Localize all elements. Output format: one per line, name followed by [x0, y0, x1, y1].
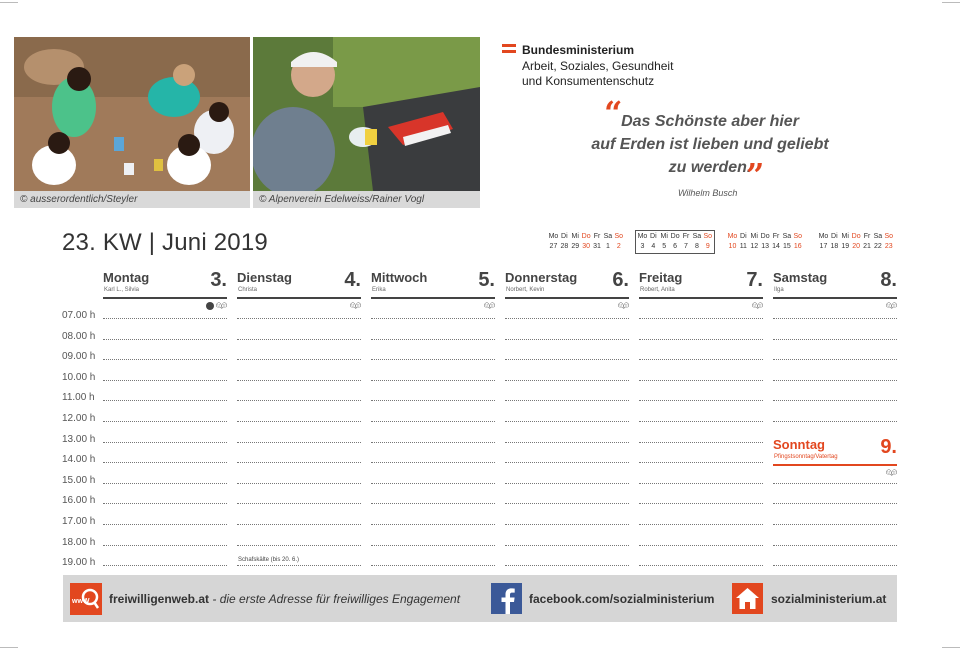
writing-line[interactable] [773, 400, 897, 401]
mini-date: 21 [863, 243, 871, 250]
day-number: 4. [344, 269, 361, 291]
mini-day: Di [740, 233, 747, 240]
quote-line: auf Erden ist lieben und geliebt [591, 136, 829, 153]
writing-line[interactable] [371, 359, 495, 360]
photo-caption-left: © ausserordentlich/Steyler [14, 191, 250, 208]
hour-label: 19.00 h [62, 557, 96, 569]
writing-line[interactable] [639, 442, 763, 443]
crop-mark [0, 647, 18, 648]
writing-line[interactable] [639, 545, 763, 546]
photo-trail-marker [253, 37, 480, 191]
web-site[interactable]: freiwilligenweb.at [109, 592, 210, 606]
writing-line[interactable] [505, 524, 629, 525]
mini-date: 16 [793, 243, 802, 250]
mini-date: 1 [605, 243, 610, 250]
writing-line[interactable] [103, 524, 227, 525]
hour-label: 07.00 h [62, 310, 96, 321]
freiwilligenweb-logo-icon [70, 583, 102, 615]
photo-children [14, 37, 250, 191]
writing-line[interactable] [639, 318, 763, 319]
mini-date: 5 [662, 243, 667, 250]
hour-label: 13.00 h [62, 433, 96, 445]
writing-line[interactable] [237, 400, 361, 401]
writing-line[interactable] [505, 421, 629, 422]
writing-line[interactable] [505, 442, 629, 443]
writing-line[interactable] [639, 462, 763, 463]
mini-date: 2 [616, 243, 621, 250]
writing-line[interactable] [639, 483, 763, 484]
mini-day: Sa [873, 233, 883, 240]
hour-label: 15.00 h [62, 474, 96, 486]
page-title: 23. KW | Juni 2019 [62, 229, 268, 256]
writing-line[interactable] [371, 339, 495, 340]
mini-day: Mi [750, 233, 758, 240]
day-number: 9. [880, 436, 897, 458]
web-tagline: - die erste Adresse für freiwilliges Engagement [209, 592, 461, 606]
writing-line[interactable] [773, 318, 897, 319]
mini-day: Di [650, 233, 657, 240]
quote-open-icon: “ [604, 94, 623, 132]
writing-line[interactable] [371, 442, 495, 443]
writing-line[interactable] [103, 565, 227, 566]
home-link[interactable]: sozialministerium.at [771, 592, 887, 606]
crop-mark [0, 2, 18, 3]
people-icon: 👫︎ [349, 300, 361, 310]
mini-date: 29 [571, 243, 580, 250]
writing-line[interactable] [103, 380, 227, 381]
writing-line[interactable] [371, 421, 495, 422]
ministry-name: Bundesministerium [522, 43, 635, 57]
mini-day: So [703, 233, 713, 240]
day-rule [639, 297, 763, 299]
writing-line[interactable] [103, 318, 227, 319]
facebook-link[interactable]: facebook.com/sozialministerium [529, 592, 715, 606]
day-icons [350, 300, 361, 311]
hour-label: 09.00 h [62, 351, 96, 363]
hour-label: 18.00 h [62, 536, 96, 548]
web-logo-text: wwW [72, 598, 90, 605]
day-name: Samstag [773, 270, 828, 285]
mini-day: Fr [682, 233, 690, 240]
writing-line[interactable] [505, 339, 629, 340]
mini-day: Do [581, 233, 591, 240]
day-rule [103, 297, 227, 299]
mini-date: 3 [640, 243, 645, 250]
day-name: Sonntag [773, 437, 825, 452]
mini-day: Mo [727, 233, 738, 240]
writing-line[interactable] [371, 545, 495, 546]
photo-caption-right: © Alpenverein Edelweiss/Rainer Vogl [253, 191, 480, 208]
day-icons [618, 300, 629, 311]
writing-line[interactable] [773, 380, 897, 381]
writing-line[interactable] [505, 318, 629, 319]
day-icons [484, 300, 495, 311]
mini-day: So [614, 233, 624, 240]
writing-line[interactable] [371, 565, 495, 566]
home-icon[interactable] [732, 583, 763, 614]
writing-line[interactable] [505, 359, 629, 360]
footer-bar [63, 575, 897, 622]
writing-line[interactable] [237, 503, 361, 504]
hour-label: 10.00 h [62, 371, 96, 383]
freiwilligenweb-link[interactable] [109, 592, 460, 606]
writing-line[interactable] [237, 524, 361, 525]
day-rule [237, 297, 361, 299]
mini-date: 30 [582, 243, 591, 250]
writing-line[interactable] [639, 524, 763, 525]
mini-day: Sa [692, 233, 702, 240]
writing-line[interactable] [371, 503, 495, 504]
name-day: Pfingstsonntag/Vatertag [774, 454, 838, 460]
mini-date: 19 [841, 243, 850, 250]
writing-line[interactable] [639, 339, 763, 340]
tuesday-note: Schafskälte (bis 20. 6.) [238, 557, 300, 563]
mini-date: 17 [819, 243, 828, 250]
writing-line[interactable] [371, 380, 495, 381]
writing-line[interactable] [773, 483, 897, 484]
writing-line[interactable] [505, 400, 629, 401]
mini-day: Do [851, 233, 861, 240]
mini-day: Di [831, 233, 838, 240]
people-icon: 👫︎ [885, 467, 897, 477]
mini-date: 11 [739, 243, 747, 250]
writing-line[interactable] [103, 339, 227, 340]
writing-line[interactable] [505, 565, 629, 566]
writing-line[interactable] [639, 359, 763, 360]
ministry-line3: und Konsumentenschutz [522, 74, 655, 88]
mini-date: 14 [772, 243, 780, 250]
mini-date: 31 [593, 243, 601, 250]
day-name: Donnerstag [505, 270, 578, 285]
mini-date: 6 [673, 243, 678, 250]
day-name: Freitag [639, 270, 683, 285]
mini-calendar-may [548, 232, 624, 252]
day-rule [371, 297, 495, 299]
name-day: Erika [372, 287, 386, 293]
mini-day: Mo [637, 233, 648, 240]
writing-line[interactable] [237, 462, 361, 463]
writing-line[interactable] [371, 462, 495, 463]
mini-date: 4 [651, 243, 656, 250]
mini-date: 18 [830, 243, 839, 250]
day-number: 6. [612, 269, 629, 291]
quote-text [570, 110, 850, 179]
day-icons [886, 300, 897, 311]
mini-day: Mo [548, 233, 559, 240]
writing-line[interactable] [639, 421, 763, 422]
name-day: Norbert, Kevin [506, 287, 545, 293]
writing-line[interactable] [103, 442, 227, 443]
writing-line[interactable] [237, 483, 361, 484]
writing-line[interactable] [773, 524, 897, 525]
writing-line[interactable] [237, 442, 361, 443]
quote-author: Wilhelm Busch [678, 188, 738, 198]
mini-day: Fr [593, 233, 601, 240]
writing-line[interactable] [773, 565, 897, 566]
mini-date: 28 [560, 243, 569, 250]
day-icons [886, 467, 897, 478]
mini-date: 15 [783, 243, 791, 250]
mini-day: Di [561, 233, 568, 240]
new-moon-icon [206, 302, 214, 310]
quote-line: Das Schönste aber hier [621, 113, 799, 130]
hour-label: 11.00 h [62, 392, 95, 404]
people-icon: 👫︎ [617, 300, 629, 310]
crop-mark [942, 2, 960, 3]
writing-line[interactable] [371, 400, 495, 401]
mini-day: So [884, 233, 894, 240]
day-rule [773, 297, 897, 299]
mini-date: 12 [750, 243, 759, 250]
writing-line[interactable] [103, 545, 227, 546]
mini-day: Sa [603, 233, 613, 240]
day-number: 7. [746, 269, 763, 291]
day-icons [206, 300, 227, 311]
day-icons [752, 300, 763, 311]
mini-date: 10 [728, 243, 737, 250]
writing-line[interactable] [103, 483, 227, 484]
writing-line[interactable] [103, 421, 227, 422]
mini-date: 13 [761, 243, 770, 250]
writing-line[interactable] [505, 483, 629, 484]
mini-date: 20 [852, 243, 861, 250]
mini-day: So [793, 233, 803, 240]
quote-line: zu werden. [668, 159, 752, 176]
mini-day: Sa [782, 233, 792, 240]
writing-line[interactable] [773, 503, 897, 504]
mini-date: 9 [705, 243, 710, 250]
hour-label: 16.00 h [62, 495, 96, 507]
day-name: Dienstag [237, 270, 292, 285]
name-day: Christa [238, 287, 258, 293]
writing-line[interactable] [237, 565, 361, 566]
writing-line[interactable] [237, 318, 361, 319]
writing-line[interactable] [773, 421, 897, 422]
day-rule [773, 464, 897, 466]
people-icon: 👫︎ [483, 300, 495, 310]
writing-line[interactable] [371, 318, 495, 319]
mini-day: Mi [841, 233, 849, 240]
mini-day: Mi [571, 233, 579, 240]
people-icon: 👫︎ [751, 300, 763, 310]
mini-calendar-current-week [635, 230, 715, 254]
writing-line[interactable] [371, 524, 495, 525]
mini-date: 23 [884, 243, 893, 250]
name-day: Ilga [774, 287, 784, 293]
mini-date: 7 [684, 243, 688, 250]
writing-line[interactable] [371, 483, 495, 484]
writing-line[interactable] [237, 359, 361, 360]
hour-label: 12.00 h [62, 413, 96, 424]
name-day: Karl L., Silvia [104, 287, 140, 293]
writing-line[interactable] [639, 400, 763, 401]
mini-day: Do [670, 233, 680, 240]
people-icon: 👫︎ [885, 300, 897, 310]
writing-line[interactable] [103, 462, 227, 463]
mini-day: Mi [660, 233, 668, 240]
writing-line[interactable] [773, 359, 897, 360]
austria-flag-icon [502, 44, 516, 54]
ministry-line2: Arbeit, Soziales, Gesundheit [522, 59, 674, 73]
mini-day: Mo [818, 233, 829, 240]
facebook-icon[interactable] [491, 583, 522, 614]
crop-mark [942, 647, 960, 648]
writing-line[interactable] [505, 380, 629, 381]
mini-day: Do [760, 233, 770, 240]
writing-line[interactable] [773, 339, 897, 340]
day-number: 8. [880, 269, 897, 291]
mini-day: Fr [863, 233, 871, 240]
writing-line[interactable] [237, 545, 361, 546]
hour-label: 14.00 h [62, 454, 96, 466]
writing-line[interactable] [103, 503, 227, 504]
day-name: Montag [103, 270, 150, 285]
mini-calendar-week-after [818, 232, 894, 252]
mini-date: 22 [874, 243, 882, 250]
hour-label: 17.00 h [62, 516, 96, 527]
writing-line[interactable] [103, 400, 227, 401]
writing-line[interactable] [237, 339, 361, 340]
people-icon: 👫︎ [215, 300, 227, 310]
day-number: 5. [478, 269, 495, 291]
quote-close-icon: ” [746, 156, 765, 194]
writing-line[interactable] [639, 503, 763, 504]
day-name: Mittwoch [371, 270, 428, 285]
writing-line[interactable] [639, 380, 763, 381]
writing-line[interactable] [505, 462, 629, 463]
mini-date: 27 [549, 243, 558, 250]
writing-line[interactable] [103, 359, 227, 360]
writing-line[interactable] [639, 565, 763, 566]
hour-label: 08.00 h [62, 330, 96, 342]
writing-line[interactable] [505, 503, 629, 504]
writing-line[interactable] [505, 545, 629, 546]
mini-day: Fr [772, 233, 780, 240]
writing-line[interactable] [237, 421, 361, 422]
name-day: Robert, Anita [640, 287, 675, 293]
writing-line[interactable] [237, 380, 361, 381]
mini-calendar-next-week [727, 232, 803, 252]
day-rule [505, 297, 629, 299]
writing-line[interactable] [773, 545, 897, 546]
day-number: 3. [210, 269, 227, 291]
mini-date: 8 [694, 243, 699, 250]
